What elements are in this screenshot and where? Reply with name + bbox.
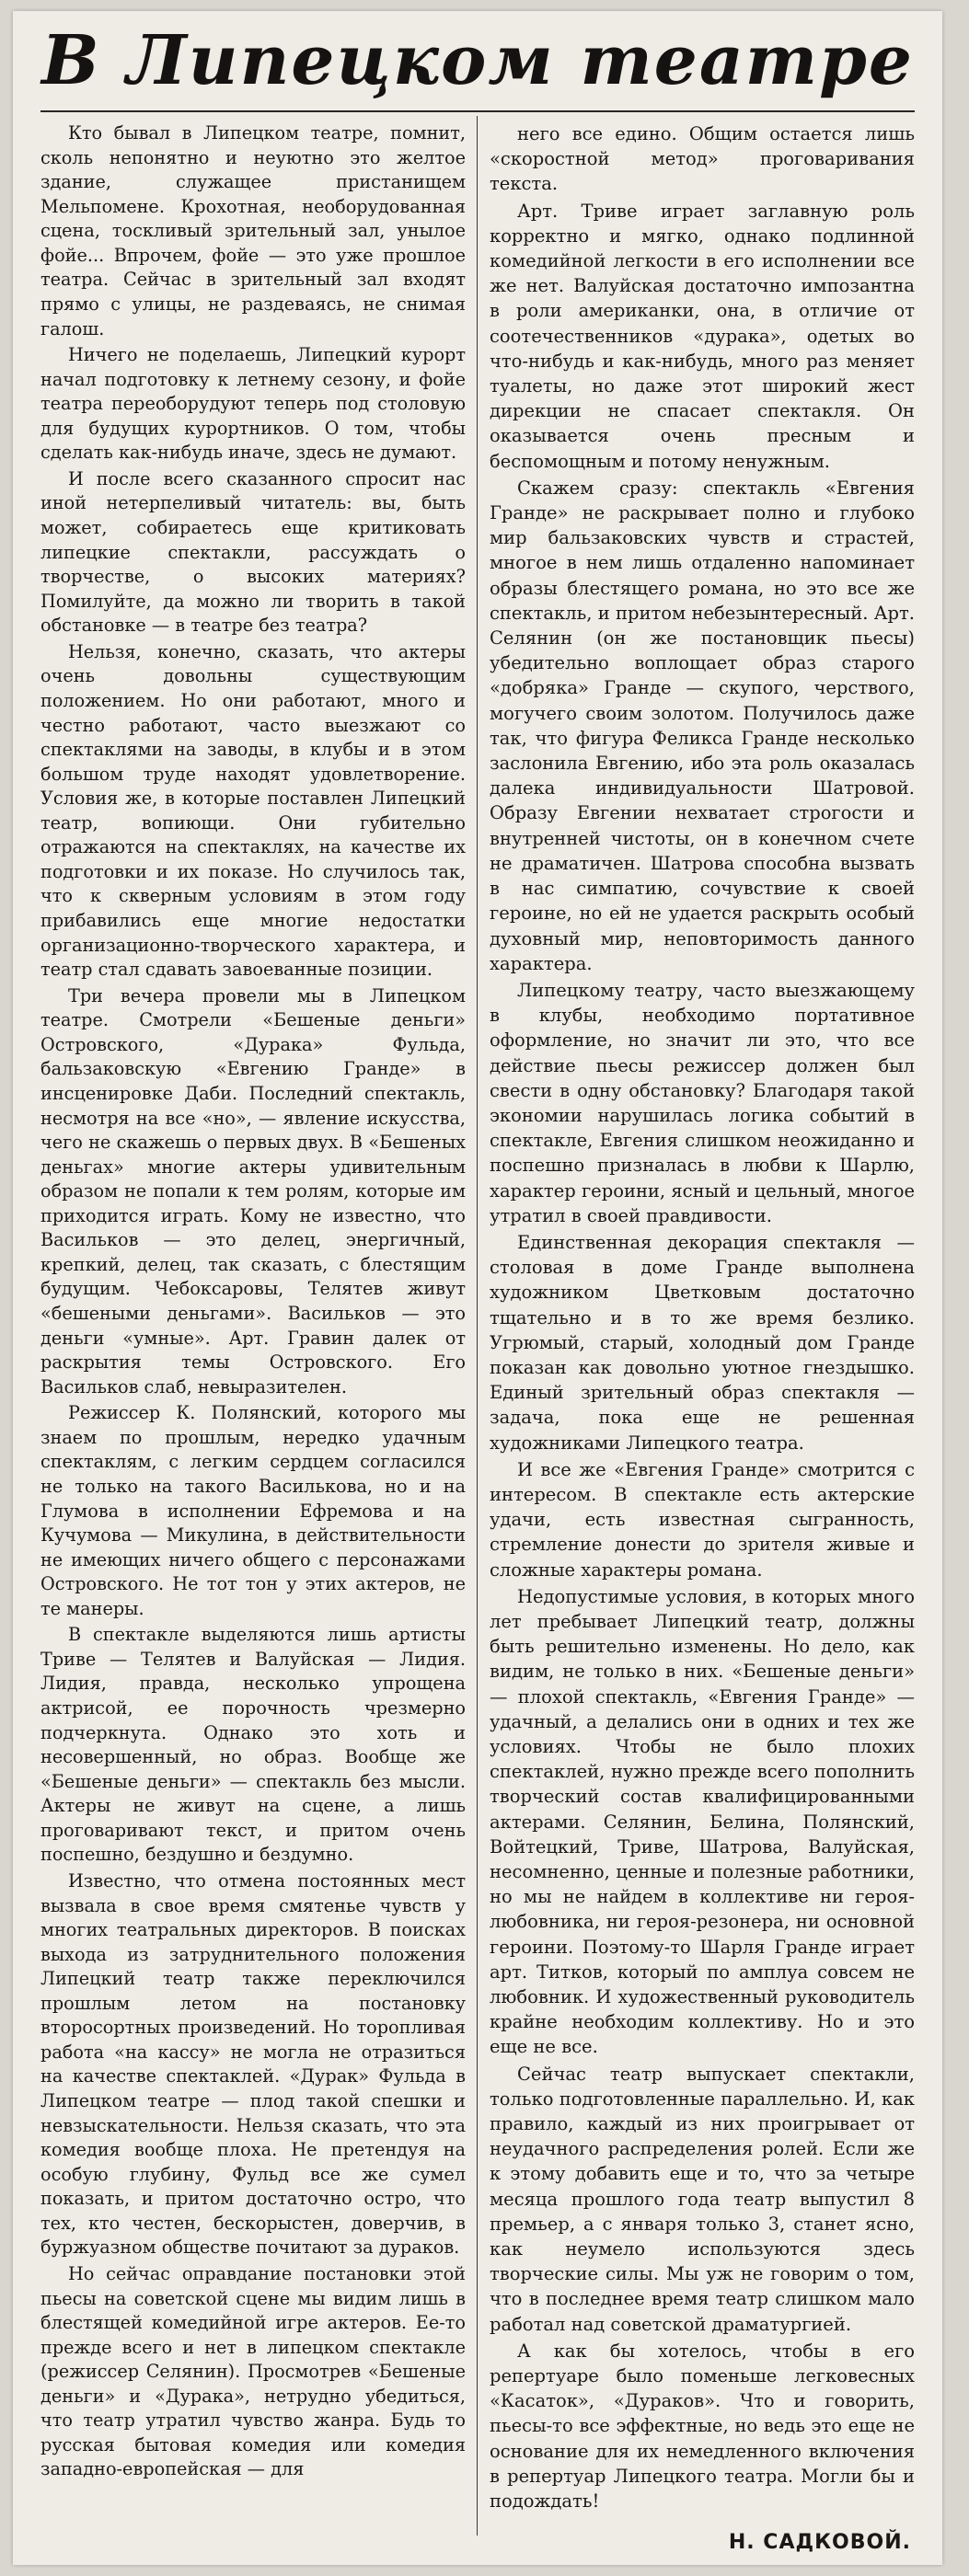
article-paragraph: Кто бывал в Липецком театре, помнит, сколь непонятно и неуютно это желтое здание, служащее пристанищем Мельпомене. Крохотная, необорудованная сцена, тоскливый зрительный зал, унылое фойе... Впрочем, фойе — это уже прошлое театра. Сейчас в зрительный зал входят прямо с улицы, не раздеваясь, не снимая галош.	[40, 122, 466, 339]
article-paragraph: Липецкому театру, часто выезжающему в клубы, необходимо портативное оформление, но значит ли это, что все действие пьесы режиссер должен был свести в одну обстановку? Благодаря такой экономии нарушилась логика событий в спектакле, Евгения слишком неожиданно и поспешно призналась в любви к Шарлю, характер героини, ясный и цельный, многое утратил в своей правдивости.	[490, 979, 915, 1226]
article-paragraph: Три вечера провели мы в Липецком театре. Смотрели «Бешеные деньги» Островского, «Дурака» Фульда, бальзаковскую «Евгению Гранде» в инсценировке Даби. Последний спектакль, несмотря на все «но», — явление искусства, чего не скажешь о первых двух. В «Бешеных деньгах» многие актеры удивительным образом не попали к тем ролям, которые им приходится играть. Кому не известно, что Васильков — это делец, энергичный, крепкий, делец, так сказать, с блестящим будущим. Чебоксаровы, Телятев живут «бешеными деньгами». Васильков — это деньги «умные». Арт. Гравин далек от раскрытия темы Островского. Его Васильков слаб, невыразителен.	[40, 984, 466, 1397]
article-paragraph: А как бы хотелось, чтобы в его репертуаре было поменьше легковесных «Касаток», «Дураков». Что и говорить, пьесы-то все эффектные, но ведь это еще не основание для их немедленного включения в репертуар Липецкого театра. Могли бы и подождать!	[490, 2340, 915, 2513]
headline: В Липецком театре	[41, 21, 914, 100]
column-divider	[477, 116, 478, 2536]
headline-rule	[40, 110, 915, 112]
article-paragraph: В спектакле выделяются лишь артисты Триве — Телятев и Валуйская — Лидия. Лидия, правда, несколько упрощена актрисой, ее порочность чрезмерно подчеркнута. Однако это хоть и несовершенный, но образ. Вообще же «Бешеные деньги» — спектакль без мысли. Актеры не живут на сцене, а лишь проговаривают текст, и притом очень поспешно, бездушно и бездумно.	[40, 1624, 466, 1866]
article-column-left	[40, 121, 466, 2532]
article-paragraph: Арт. Триве играет заглавную роль корректно и мягко, однако подлинной комедийной легкости в его исполнении все же нет. Валуйская достаточно импозантна в роли американки, она, в отличие от соотечественников «дурака», одетых во что-нибудь и как-нибудь, много раз меняет туалеты, но даже этот широкий жест дирекции не спасает спектакля. Он оказывается очень пресным и беспомощным и потому ненужным.	[490, 200, 915, 472]
author-signature: Н. САДКОВОЙ.	[728, 2531, 911, 2554]
article-column-right	[490, 121, 915, 2532]
article-paragraph: Сейчас театр выпускает спектакли, только подготовленные параллельно. И, как правило, каждый из них проигрывает от неудачного распределения ролей. Если же к этому добавить еще и то, что за четыре месяца прошлого года театр выпустил 8 премьер, а с января только 3, станет ясно, как неумело используются здесь творческие силы. Мы уж не говорим о том, что в последнее время театр слишком мало работал над советской драматургией.	[490, 2063, 915, 2335]
article-paragraph: И все же «Евгения Гранде» смотрится с интересом. В спектакле есть актерские удачи, есть известная сыгранность, стремление донести до зрителя живые и сложные характеры романа.	[490, 1458, 915, 1581]
article-paragraph: Режиссер К. Полянский, которого мы знаем по прошлым, нередко удачным спектаклям, с легким сердцем согласился не только на такого Василькова, но и на Глумова в исполнении Ефремова и на Кучумова — Микулина, в действительности не имеющих ничего общего с персонажами Островского. Не тот тон у этих актеров, не те манеры.	[40, 1402, 466, 1619]
newspaper-clipping	[13, 11, 942, 2565]
article-paragraph: Но сейчас оправдание постановки этой пьесы на советской сцене мы видим лишь в блестящей комедийной игре актеров. Ее-то прежде всего и нет в липецком спектакле (режиссер Селянин). Просмотрев «Бешеные деньги» и «Дурака», нетрудно убедиться, что театр утратил чувство жанра. Будь то русская бытовая комедия или комедия западно-европейская — для	[40, 2262, 466, 2480]
article-paragraph: Скажем сразу: спектакль «Евгения Гранде» не раскрывает полно и глубоко мир бальзаковских чувств и страстей, многое в нем лишь отдаленно напоминает образы блестящего романа, но это все же спектакль, и притом небезынтересный. Арт. Селянин (он же постановщик пьесы) убедительно воплощает образ старого «добряка» Гранде — скупого, черствого, могучего своим золотом. Получилось даже так, что фигура Феликса Гранде несколько заслонила Евгению, ибо эта роль оказалась далека индивидуальности Шатровой. Образу Евгении нехватает строгости и внутренней чистоты, он в конечном счете не драматичен. Шатрова способна вызвать в нас симпатию, сочувствие к своей героине, но ей не удается раскрыть особый духовный мир, неповторимость данного характера.	[490, 477, 915, 974]
article-paragraph: Ничего не поделаешь, Липецкий курорт начал подготовку к летнему сезону, и фойе театра переоборудуют теперь под столовую для будущих курортников. О том, чтобы сделать как-нибудь иначе, здесь не думают.	[40, 344, 466, 464]
article-paragraph: И после всего сказанного спросит нас иной нетерпеливый читатель: вы, быть может, собираетесь еще критиковать липецкие спектакли, рассуждать о творчестве, о высоких материях? Помилуйте, да можно ли творить в такой обстановке — в театре без театра?	[40, 467, 466, 637]
article-paragraph: Единственная декорация спектакля — столовая в доме Гранде выполнена художником Цветковым достаточно тщательно и в то же время безлико. Угрюмый, старый, холодный дом Гранде показан как довольно уютное гнездышко. Единый зрительный образ спектакля — задача, пока еще не решенная художниками Липецкого театра.	[490, 1231, 915, 1454]
article-paragraph: Нельзя, конечно, сказать, что актеры очень довольны существующим положением. Но они работают, много и честно работают, часто выезжают со спектаклями на заводы, в клубы и в этом большом труде находят удовлетворение. Условия же, в которые поставлен Липецкий театр, вопиющи. Они губительно отражаются на спектаклях, на качестве их подготовки и их показе. Но случилось так, что к скверным условиям в этом году прибавились еще многие недостатки организационно-творческого характера, и театр стал сдавать завоеванные позиции.	[40, 640, 466, 981]
article-paragraph: Недопустимые условия, в которых много лет пребывает Липецкий театр, должны быть решительно изменены. Но дело, как видим, не только в них. «Бешеные деньги» — плохой спектакль, «Евгения Гранде» — удачный, а делались они в одних и тех же условиях. Чтобы не было плохих спектаклей, нужно прежде всего пополнить творческий состав квалифицированными актерами. Селянин, Белина, Полянский, Войтецкий, Триве, Шатрова, Валуйская, несомненно, ценные и полезные работники, но мы не найдем в коллективе ни героя-любовника, ни героя-резонера, ни основной героини. Поэтому-то Шарля Гранде играет арт. Титков, который по амплуа совсем не любовник. И художественный руководитель крайне необходим коллективу. Но и это еще не все.	[490, 1585, 915, 2058]
article-paragraph: него все едино. Общим остается лишь «скоростной метод» проговаривания текста.	[490, 123, 915, 195]
article-paragraph: Известно, что отмена постоянных мест вызвала в свое время смятенье чувств у многих театральных директоров. В поисках выхода из затруднительного положения Липецкий театр также переключился прошлым летом на постановку второсортных произведений. Но торопливая работа «на кассу» не могла не отразиться на качестве спектаклей. «Дурак» Фульда в Липецком театре — плод такой спешки и невзыскательности. Нельзя сказать, что эта комедия вообще плоха. Не претендуя на особую глубину, Фульд все же сумел показать, и притом достаточно остро, что тех, кто честен, бескорыстен, доверчив, в буржуазном обществе почитают за дураков.	[40, 1869, 466, 2259]
